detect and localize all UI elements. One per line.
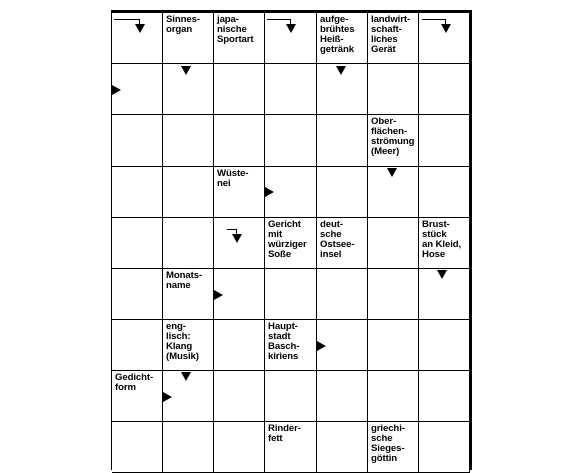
clue-text: Gedicht- form	[115, 372, 154, 393]
answer-cell-r4c0[interactable]	[112, 218, 163, 269]
answer-cell-r1c5[interactable]	[368, 64, 419, 115]
clue-text: japa- nische Sportart	[217, 14, 254, 45]
clue-text: Wüste- nei	[217, 168, 249, 189]
clue-text: griechi- sche Sieges- göttin	[371, 423, 405, 464]
clue-text: Gericht mit würziger Soße	[268, 219, 307, 260]
clue-cell-r4c6	[419, 218, 470, 269]
answer-cell-r6c6[interactable]	[419, 320, 470, 371]
clue-cell-r8c3	[265, 422, 317, 473]
answer-cell-r7c2[interactable]	[214, 371, 265, 422]
clue-cell-r8c5	[368, 422, 419, 473]
clue-text: Rinder- fett	[268, 423, 301, 444]
answer-cell-r2c4[interactable]	[317, 115, 368, 167]
arrow-down-icon	[437, 270, 447, 279]
answer-cell-r8c4[interactable]	[317, 422, 368, 473]
answer-cell-r5c4[interactable]	[317, 269, 368, 320]
answer-cell-r4c5[interactable]	[368, 218, 419, 269]
arrow-down-icon	[181, 66, 191, 75]
arrow-down-icon	[181, 372, 191, 381]
answer-cell-r2c6[interactable]	[419, 115, 470, 167]
answer-cell-r8c1[interactable]	[163, 422, 214, 473]
answer-cell-r8c2[interactable]	[214, 422, 265, 473]
answer-cell-r4c2[interactable]	[214, 218, 265, 269]
arrow-right-icon	[214, 290, 223, 300]
answer-cell-r3c6[interactable]	[419, 167, 470, 218]
clue-text: eng- lisch: Klang (Musik)	[166, 321, 199, 362]
answer-cell-r7c3[interactable]	[265, 371, 317, 422]
answer-cell-r7c4[interactable]	[317, 371, 368, 422]
arrow-right-icon	[112, 85, 121, 95]
clue-text: Monats- name	[166, 270, 203, 291]
clue-cell-r2c5	[368, 115, 419, 167]
clue-cell-r3c2	[214, 167, 265, 218]
clue-cell-r0c2	[214, 13, 265, 64]
answer-cell-r2c0[interactable]	[112, 115, 163, 167]
clue-text: Haupt- stadt Basch- kiriens	[268, 321, 300, 362]
clue-cell-r6c3	[265, 320, 317, 371]
answer-cell-r3c1[interactable]	[163, 167, 214, 218]
answer-cell-r2c3[interactable]	[265, 115, 317, 167]
clue-cell-r7c0	[112, 371, 163, 422]
arrow-down-icon	[387, 168, 397, 177]
answer-cell-r6c0[interactable]	[112, 320, 163, 371]
answer-cell-r7c5[interactable]	[368, 371, 419, 422]
clue-cell-r0c5	[368, 13, 419, 64]
answer-cell-r1c3[interactable]	[265, 64, 317, 115]
clue-cell-r4c4	[317, 218, 368, 269]
arrow-right-icon	[265, 187, 274, 197]
answer-cell-r3c4[interactable]	[317, 167, 368, 218]
clue-text: Sinnes- organ	[166, 14, 200, 35]
clue-text: Ober- flächen- strömung (Meer)	[371, 116, 415, 157]
answer-cell-r5c3[interactable]	[265, 269, 317, 320]
answer-cell-r4c1[interactable]	[163, 218, 214, 269]
answer-cell-r5c0[interactable]	[112, 269, 163, 320]
arrow-right-icon	[317, 341, 326, 351]
answer-cell-r0c0[interactable]	[112, 13, 163, 64]
answer-cell-r2c2[interactable]	[214, 115, 265, 167]
clue-text: Brust- stück an Kleid, Hose	[422, 219, 462, 260]
answer-cell-r1c6[interactable]	[419, 64, 470, 115]
arrow-right-icon	[163, 392, 172, 402]
answer-cell-r3c0[interactable]	[112, 167, 163, 218]
answer-cell-r6c2[interactable]	[214, 320, 265, 371]
answer-cell-r5c5[interactable]	[368, 269, 419, 320]
answer-cell-r8c0[interactable]	[112, 422, 163, 473]
crossword-grid	[111, 10, 472, 470]
answer-cell-r6c5[interactable]	[368, 320, 419, 371]
clue-cell-r0c1	[163, 13, 214, 64]
answer-cell-r0c3[interactable]	[265, 13, 317, 64]
answer-cell-r1c2[interactable]	[214, 64, 265, 115]
clue-cell-r6c1	[163, 320, 214, 371]
clue-text: aufge- brühtes Heiß- getränk	[320, 14, 355, 55]
answer-cell-r7c6[interactable]	[419, 371, 470, 422]
answer-cell-r2c1[interactable]	[163, 115, 214, 167]
clue-cell-r5c1	[163, 269, 214, 320]
answer-cell-r8c6[interactable]	[419, 422, 470, 473]
clue-text: deut- sche Ostsee- insel	[320, 219, 355, 260]
clue-text: landwirt- schaft- liches Gerät	[371, 14, 411, 55]
arrow-down-icon	[336, 66, 346, 75]
clue-cell-r4c3	[265, 218, 317, 269]
clue-cell-r0c4	[317, 13, 368, 64]
